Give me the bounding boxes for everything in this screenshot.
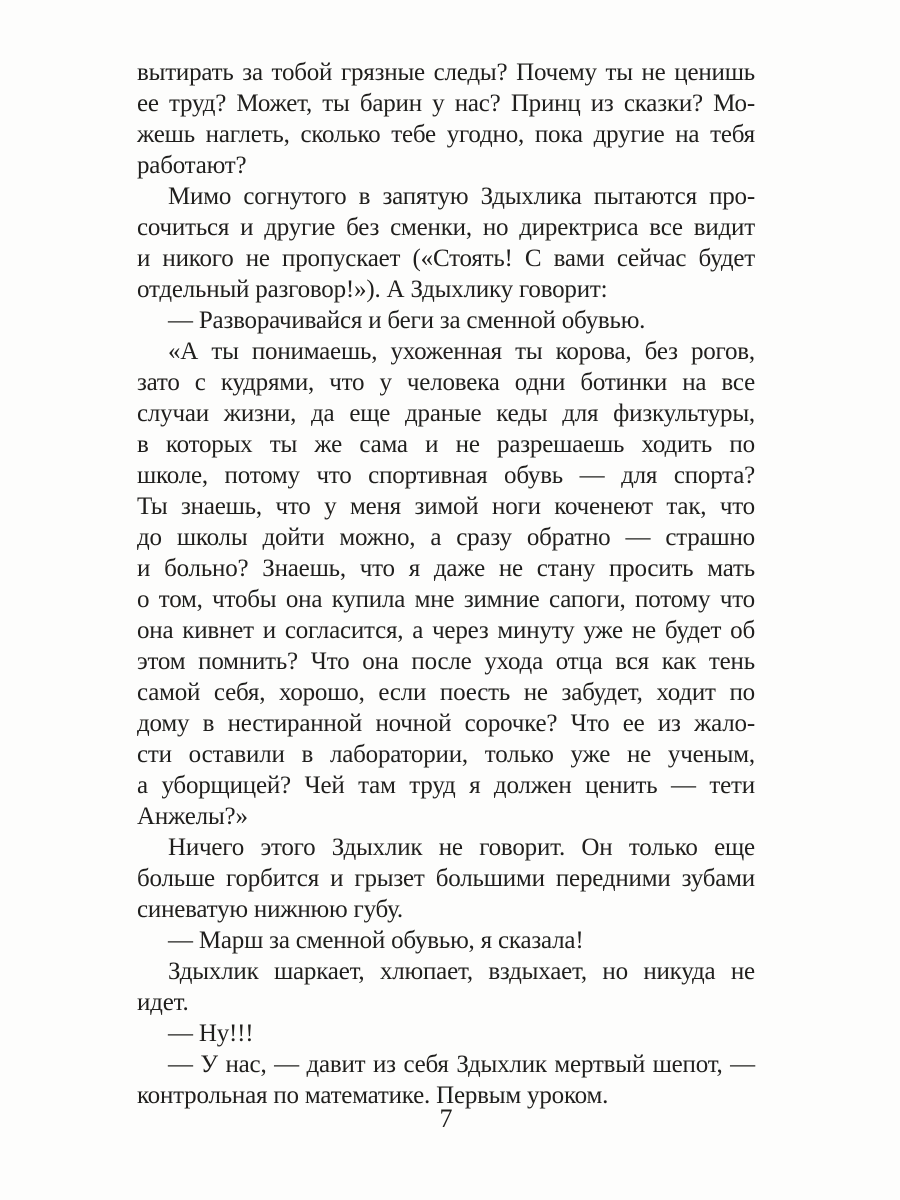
text-line: Здыхлик шаркает, хлюпает, вздыхает, но никуда не	[168, 958, 755, 985]
page-number: 7	[439, 1104, 453, 1133]
text-line: Мимо согнутого в запятую Здыхлика пытаются про-	[168, 183, 755, 210]
text-line: школе, потому что спортивная обувь — для спорта?	[137, 462, 755, 489]
text-line: дому в нестиранной ночной сорочке? Что ее из жало-	[137, 710, 755, 737]
text-line: больше горбится и грызет большими передними зубами	[137, 865, 755, 892]
text-line: — Марш за сменной обувью, я сказала!	[168, 927, 584, 954]
text-line: синеватую нижнюю губу.	[137, 896, 403, 923]
text-line: а уборщицей? Чей там труд я должен ценить — тети	[137, 772, 755, 799]
text-line: сочиться и другие без сменки, но директриса все видит	[137, 214, 755, 241]
text-line: Ничего этого Здыхлик не говорит. Он только еще	[168, 834, 755, 861]
text-line: отдельный разговор!»). А Здыхлику говорит:	[137, 276, 608, 303]
text-line: ее труд? Может, ты барин у нас? Принц из сказки? Мо-	[137, 90, 755, 117]
body-text	[137, 57, 755, 1111]
text-line: Анжелы?»	[137, 803, 248, 830]
text-line: работают?	[137, 152, 247, 179]
text-line: Ты знаешь, что у меня зимой ноги коченеют так, что	[137, 493, 755, 520]
text-line: зато с кудрями, что у человека одни ботинки на все	[137, 369, 755, 396]
text-line: до школы дойти можно, а сразу обратно — страшно	[137, 524, 755, 551]
text-line: сти оставили в лаборатории, только уже не ученым,	[137, 741, 755, 768]
text-line: — У нас, — давит из себя Здыхлик мертвый шепот, —	[168, 1051, 755, 1078]
text-line: «А ты понимаешь, ухоженная ты корова, без рогов,	[168, 338, 755, 365]
text-line: жешь наглеть, сколько тебе угодно, пока другие на тебя	[137, 121, 755, 148]
text-line: — Разворачивайся и беги за сменной обувью.	[168, 307, 646, 334]
text-line: идет.	[137, 989, 189, 1016]
text-line: — Ну!!!	[168, 1020, 254, 1047]
text-line: случаи жизни, да еще драные кеды для физкультуры,	[137, 400, 755, 427]
text-line: контрольная по математике. Первым уроком.	[137, 1082, 609, 1109]
text-line: в которых ты же сама и не разрешаешь ходить по	[137, 431, 755, 458]
text-line: о том, чтобы она купила мне зимние сапоги, потому что	[137, 586, 755, 613]
text-line: и никого не пропускает («Стоять! С вами сейчас будет	[137, 245, 755, 272]
text-line: вытирать за тобой грязные следы? Почему ты не ценишь	[137, 59, 755, 86]
text-line: самой себя, хорошо, если поесть не забудет, ходит по	[137, 679, 755, 706]
text-line: этом помнить? Что она после ухода отца вся как тень	[137, 648, 755, 675]
text-line: и больно? Знаешь, что я даже не стану просить мать	[137, 555, 755, 582]
text-line: она кивнет и согласится, а через минуту уже не будет об	[137, 617, 755, 644]
